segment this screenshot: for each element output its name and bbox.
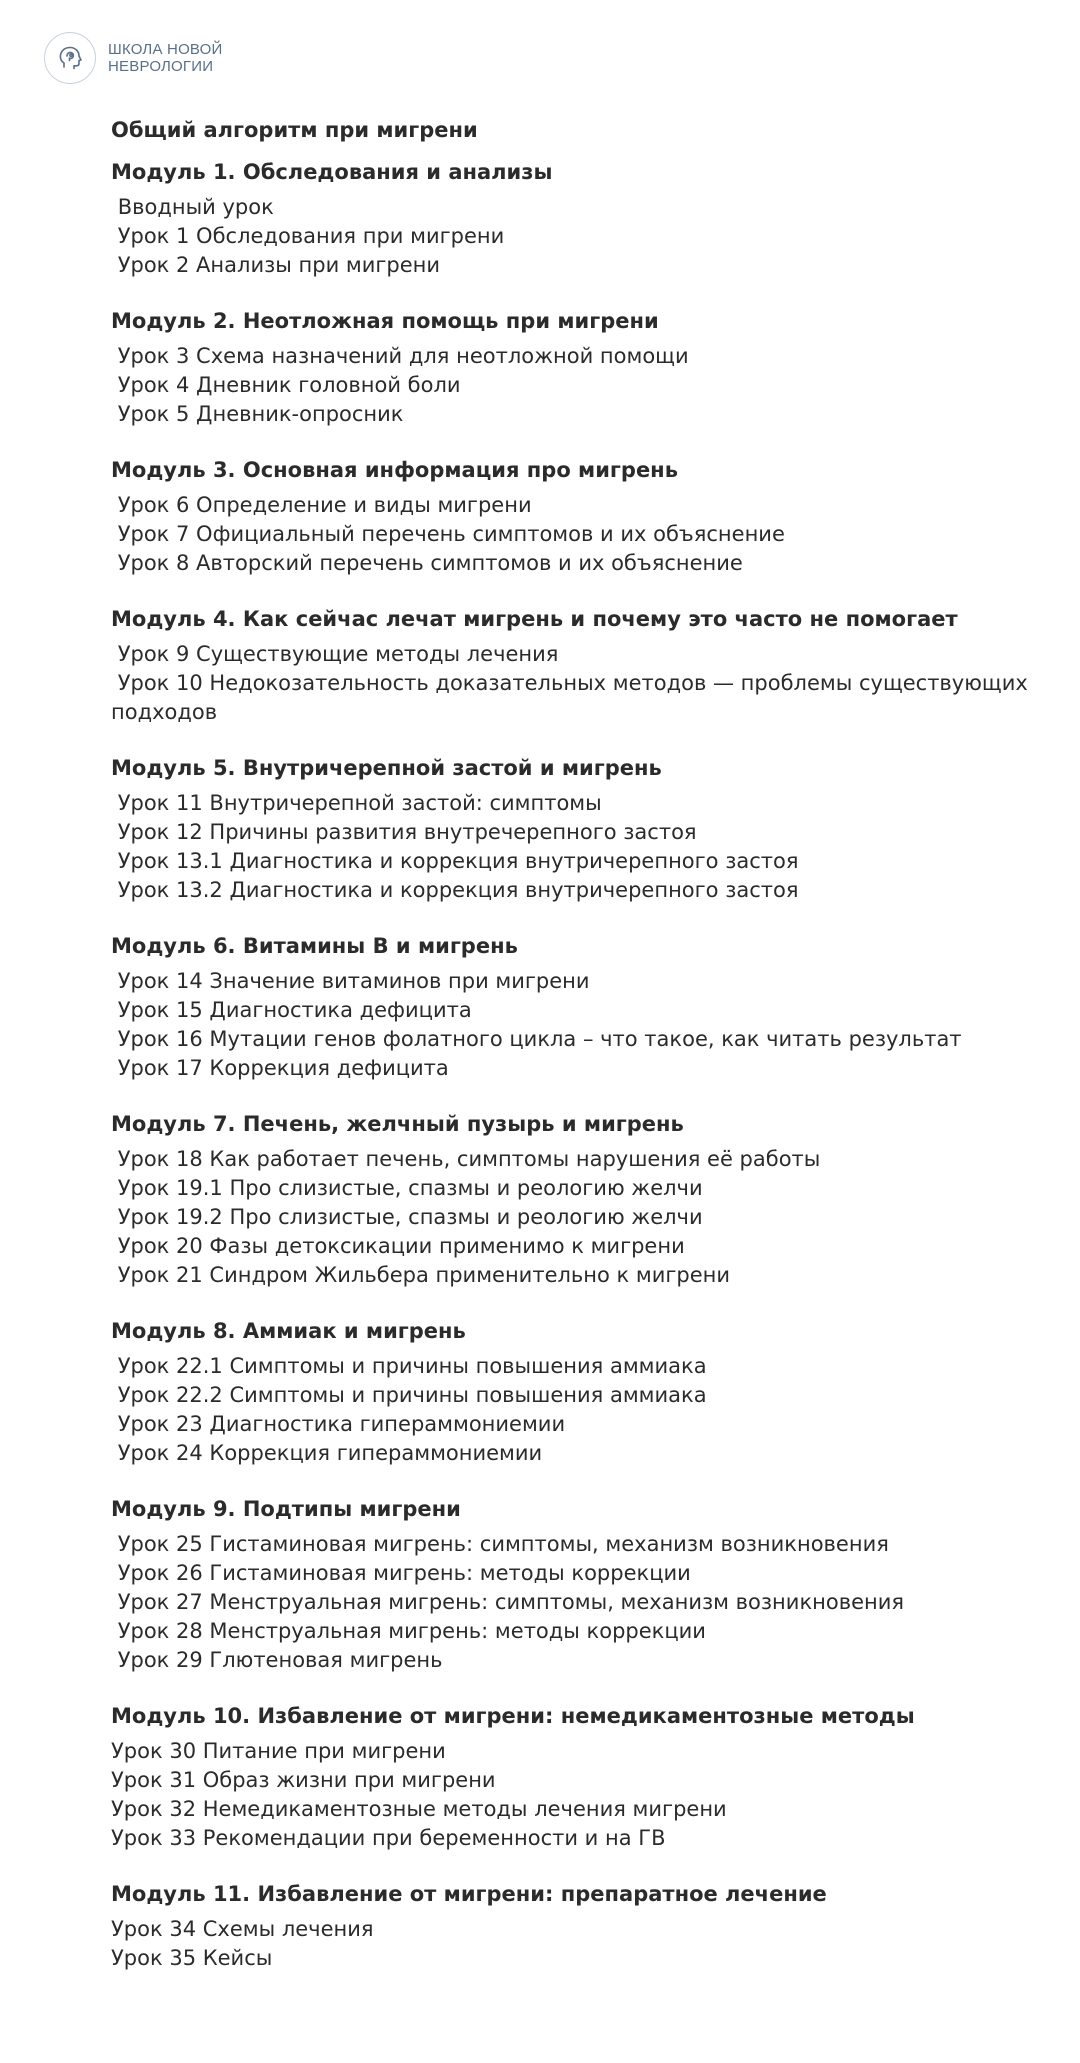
lesson-item: Урок 4 Дневник головной боли <box>111 373 461 397</box>
lesson-item: Урок 6 Определение и виды мигрени <box>111 493 532 517</box>
lesson-item: Урок 1 Обследования при мигрени <box>111 224 505 248</box>
lesson-item: Урок 23 Диагностика гипераммониемии <box>111 1412 566 1436</box>
module-title: Модуль 11. Избавление от мигрени: препаратное лечение <box>111 1882 827 1906</box>
module-title: Модуль 9. Подтипы мигрени <box>111 1497 461 1521</box>
lesson-item: Урок 18 Как работает печень, симптомы нарушения её работы <box>111 1147 821 1171</box>
lesson-item: Урок 19.1 Про слизистые, спазмы и реологию желчи <box>111 1176 703 1200</box>
lesson-item: Урок 29 Глютеновая мигрень <box>111 1648 443 1672</box>
module-section <box>111 1316 1051 1468</box>
lesson-item: Урок 20 Фазы детоксикации применимо к мигрени <box>111 1234 685 1258</box>
head-brain-icon <box>55 43 85 73</box>
lesson-item: Урок 19.2 Про слизистые, спазмы и реологию желчи <box>111 1205 703 1229</box>
module-title: Модуль 4. Как сейчас лечат мигрень и почему это часто не помогает <box>111 607 958 631</box>
lesson-item: Урок 35 Кейсы <box>111 1946 273 1970</box>
lesson-item: Урок 16 Мутации генов фолатного цикла – что такое, как читать результат <box>111 1027 962 1051</box>
lesson-item: Урок 30 Питание при мигрени <box>111 1739 446 1763</box>
module-section <box>111 1701 1051 1853</box>
lesson-item: Урок 12 Причины развития внутречерепного застоя <box>111 820 697 844</box>
lesson-item: Урок 34 Схемы лечения <box>111 1917 374 1941</box>
module-section <box>111 753 1051 905</box>
lesson-item: Урок 13.2 Диагностика и коррекция внутричерепного застоя <box>111 878 799 902</box>
lesson-item: Урок 3 Схема назначений для неотложной помощи <box>111 344 689 368</box>
lesson-item: Урок 11 Внутричерепной застой: симптомы <box>111 791 602 815</box>
lesson-item: Урок 28 Менструальная мигрень: методы коррекции <box>111 1619 706 1643</box>
module-list <box>111 157 1051 1973</box>
lesson-item: Урок 33 Рекомендации при беременности и на ГВ <box>111 1826 666 1850</box>
module-section <box>111 1494 1051 1675</box>
page-title: Общий алгоритм при мигрени <box>111 118 478 142</box>
lesson-item: Урок 31 Образ жизни при мигрени <box>111 1768 496 1792</box>
lesson-item: Урок 26 Гистаминовая мигрень: методы коррекции <box>111 1561 691 1585</box>
logo-line-2: НЕВРОЛОГИИ <box>108 58 214 75</box>
lesson-item: Урок 10 Недокозательность доказательных методов — проблемы существующих подходов <box>111 671 1035 724</box>
site-header <box>44 32 223 84</box>
lesson-item: Урок 15 Диагностика дефицита <box>111 998 472 1022</box>
lesson-item: Урок 13.1 Диагностика и коррекция внутричерепного застоя <box>111 849 799 873</box>
lesson-item: Урок 24 Коррекция гипераммониемии <box>111 1441 543 1465</box>
module-title: Модуль 5. Внутричерепной застой и мигрень <box>111 756 662 780</box>
module-section <box>111 1879 1051 1973</box>
module-section <box>111 931 1051 1083</box>
module-title: Модуль 6. Витамины В и мигрень <box>111 934 518 958</box>
module-title: Модуль 7. Печень, желчный пузырь и мигрень <box>111 1112 684 1136</box>
module-title: Модуль 10. Избавление от мигрени: немедикаментозные методы <box>111 1704 915 1728</box>
logo-line-1: ШКОЛА НОВОЙ <box>108 41 223 58</box>
module-title: Модуль 8. Аммиак и мигрень <box>111 1319 466 1343</box>
module-section <box>111 455 1051 578</box>
module-title: Модуль 3. Основная информация про мигрень <box>111 458 678 482</box>
module-section <box>111 604 1051 727</box>
lesson-item: Урок 25 Гистаминовая мигрень: симптомы, механизм возникновения <box>111 1532 889 1556</box>
logo-wordmark[interactable] <box>108 41 223 75</box>
lesson-item: Вводный урок <box>111 195 274 219</box>
lesson-item: Урок 32 Немедикаментозные методы лечения мигрени <box>111 1797 727 1821</box>
lesson-item: Урок 22.1 Симптомы и причины повышения аммиака <box>111 1354 707 1378</box>
logo-badge[interactable] <box>44 32 96 84</box>
module-title: Модуль 1. Обследования и анализы <box>111 160 553 184</box>
module-section <box>111 306 1051 429</box>
course-outline <box>111 115 1051 1999</box>
lesson-item: Урок 17 Коррекция дефицита <box>111 1056 449 1080</box>
module-section <box>111 157 1051 280</box>
lesson-item: Урок 7 Официальный перечень симптомов и их объяснение <box>111 522 785 546</box>
module-section <box>111 1109 1051 1290</box>
lesson-item: Урок 21 Синдром Жильбера применительно к мигрени <box>111 1263 731 1287</box>
module-title: Модуль 2. Неотложная помощь при мигрени <box>111 309 659 333</box>
lesson-item: Урок 8 Авторский перечень симптомов и их объяснение <box>111 551 743 575</box>
lesson-item: Урок 2 Анализы при мигрени <box>111 253 441 277</box>
lesson-item: Урок 5 Дневник-опросник <box>111 402 404 426</box>
lesson-item: Урок 22.2 Симптомы и причины повышения аммиака <box>111 1383 707 1407</box>
lesson-item: Урок 9 Существующие методы лечения <box>111 642 559 666</box>
lesson-item: Урок 14 Значение витаминов при мигрени <box>111 969 590 993</box>
lesson-item: Урок 27 Менструальная мигрень: симптомы, механизм возникновения <box>111 1590 905 1614</box>
